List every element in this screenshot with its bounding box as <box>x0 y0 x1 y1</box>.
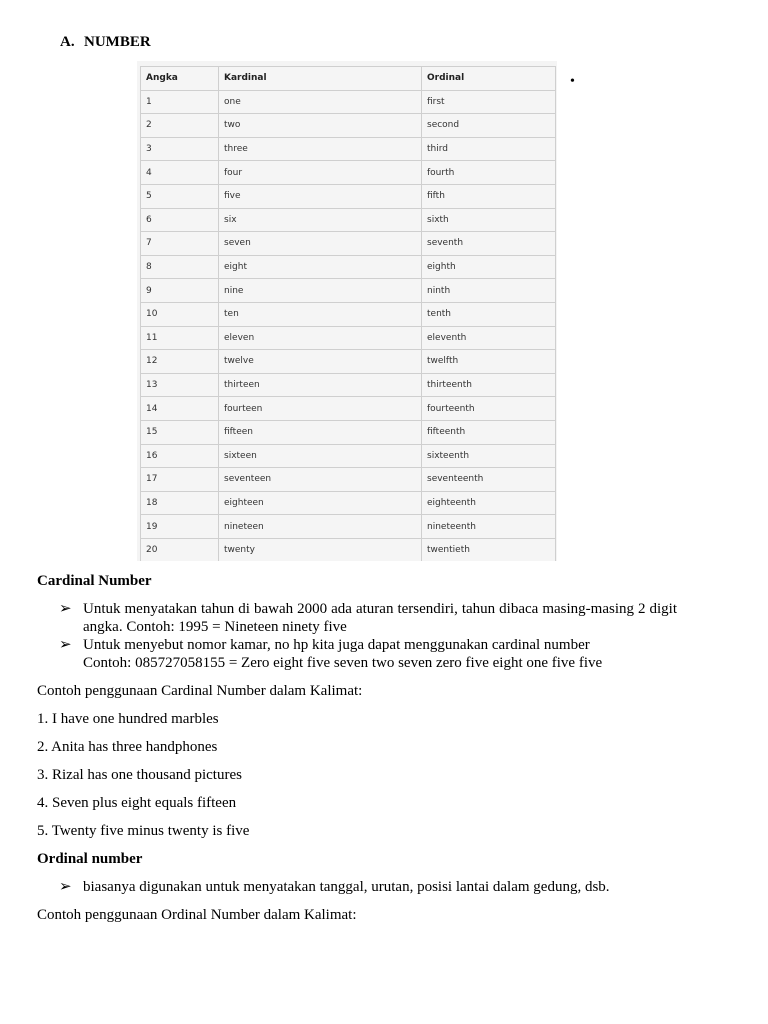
cardinal-examples-intro: Contoh penggunaan Cardinal Number dalam Kalimat: <box>37 683 363 699</box>
cell-angka: 2 <box>141 114 219 138</box>
cell-kardinal: four <box>219 161 422 185</box>
table-row <box>141 468 556 492</box>
cell-ordinal: ninth <box>422 279 556 303</box>
cell-angka: 17 <box>141 468 219 492</box>
cell-kardinal: two <box>219 114 422 138</box>
cardinal-example-1: 1. I have one hundred marbles <box>37 711 219 727</box>
cell-ordinal: twelfth <box>422 350 556 374</box>
bullet-text: Untuk menyebut nomor kamar, no hp kita juga dapat menggunakan cardinal number <box>83 637 590 653</box>
table-row <box>141 90 556 114</box>
cell-kardinal: sixteen <box>219 444 422 468</box>
arrow-bullet-icon: ➢ <box>59 637 72 653</box>
cell-ordinal: nineteenth <box>422 515 556 539</box>
cell-ordinal: second <box>422 114 556 138</box>
cardinal-example-5: 5. Twenty five minus twenty is five <box>37 823 250 839</box>
table-row <box>141 538 556 561</box>
cell-ordinal: fifteenth <box>422 420 556 444</box>
cardinal-title: Cardinal Number <box>37 573 152 589</box>
cell-angka: 9 <box>141 279 219 303</box>
table-row <box>141 208 556 232</box>
cell-angka: 19 <box>141 515 219 539</box>
cell-ordinal: fourth <box>422 161 556 185</box>
cell-kardinal: eleven <box>219 326 422 350</box>
cell-angka: 16 <box>141 444 219 468</box>
table-row <box>141 161 556 185</box>
table-row <box>141 326 556 350</box>
bullet-text: Untuk menyatakan tahun di bawah 2000 ada aturan tersendiri, tahun dibaca masing-masing 2 digit angka. Contoh: 1995 = Nineteen ninety five <box>83 601 677 635</box>
cell-angka: 12 <box>141 350 219 374</box>
ordinal-bullets <box>37 878 677 896</box>
cell-ordinal: eighth <box>422 255 556 279</box>
ordinal-examples-intro: Contoh penggunaan Ordinal Number dalam Kalimat: <box>37 907 357 923</box>
cell-ordinal: first <box>422 90 556 114</box>
cell-ordinal: seventeenth <box>422 468 556 492</box>
list-item <box>37 878 677 896</box>
number-table-image <box>137 61 557 561</box>
cell-angka: 4 <box>141 161 219 185</box>
cell-kardinal: thirteen <box>219 373 422 397</box>
cell-angka: 3 <box>141 137 219 161</box>
cell-ordinal: twentieth <box>422 538 556 561</box>
cell-kardinal: nineteen <box>219 515 422 539</box>
cell-kardinal: twenty <box>219 538 422 561</box>
stray-bullet-mark: • <box>570 74 575 89</box>
cell-angka: 18 <box>141 491 219 515</box>
cell-ordinal: fifth <box>422 184 556 208</box>
cell-ordinal: seventh <box>422 232 556 256</box>
cardinal-example-3: 3. Rizal has one thousand pictures <box>37 767 242 783</box>
cardinal-bullets <box>37 600 677 672</box>
cell-angka: 11 <box>141 326 219 350</box>
arrow-bullet-icon: ➢ <box>59 879 72 895</box>
cell-kardinal: one <box>219 90 422 114</box>
table-row <box>141 137 556 161</box>
table-row <box>141 114 556 138</box>
table-row <box>141 397 556 421</box>
table-header-row <box>141 67 556 91</box>
list-item <box>37 636 677 672</box>
cell-ordinal: thirteenth <box>422 373 556 397</box>
table-row <box>141 350 556 374</box>
table-row <box>141 302 556 326</box>
cell-kardinal: nine <box>219 279 422 303</box>
cardinal-example-4: 4. Seven plus eight equals fifteen <box>37 795 237 811</box>
cell-kardinal: seven <box>219 232 422 256</box>
cell-ordinal: eleventh <box>422 326 556 350</box>
cell-kardinal: six <box>219 208 422 232</box>
table-row <box>141 279 556 303</box>
cell-kardinal: seventeen <box>219 468 422 492</box>
cell-angka: 20 <box>141 538 219 561</box>
cell-kardinal: five <box>219 184 422 208</box>
cell-ordinal: eighteenth <box>422 491 556 515</box>
section-heading <box>60 34 151 51</box>
cell-angka: 8 <box>141 255 219 279</box>
section-letter: A. <box>60 34 75 50</box>
number-table <box>140 66 556 561</box>
header-ordinal: Ordinal <box>422 67 556 91</box>
header-kardinal: Kardinal <box>219 67 422 91</box>
cell-kardinal: fifteen <box>219 420 422 444</box>
table-row <box>141 491 556 515</box>
ordinal-title: Ordinal number <box>37 851 143 867</box>
arrow-bullet-icon: ➢ <box>59 601 72 617</box>
bullet-text: biasanya digunakan untuk menyatakan tanggal, urutan, posisi lantai dalam gedung, dsb. <box>83 879 610 895</box>
cell-kardinal: twelve <box>219 350 422 374</box>
table-row <box>141 420 556 444</box>
section-title: NUMBER <box>84 34 151 50</box>
table-row <box>141 444 556 468</box>
cell-kardinal: ten <box>219 302 422 326</box>
cell-kardinal: three <box>219 137 422 161</box>
table-row <box>141 255 556 279</box>
cell-kardinal: eighteen <box>219 491 422 515</box>
table-row <box>141 515 556 539</box>
cell-angka: 1 <box>141 90 219 114</box>
cell-angka: 6 <box>141 208 219 232</box>
cell-ordinal: sixteenth <box>422 444 556 468</box>
cell-ordinal: fourteenth <box>422 397 556 421</box>
cell-angka: 7 <box>141 232 219 256</box>
cell-angka: 5 <box>141 184 219 208</box>
cell-kardinal: fourteen <box>219 397 422 421</box>
header-angka: Angka <box>141 67 219 91</box>
cardinal-example-2: 2. Anita has three handphones <box>37 739 218 755</box>
cell-kardinal: eight <box>219 255 422 279</box>
cell-ordinal: third <box>422 137 556 161</box>
table-row <box>141 232 556 256</box>
main-text <box>37 570 677 934</box>
cell-angka: 13 <box>141 373 219 397</box>
cell-ordinal: sixth <box>422 208 556 232</box>
table-row <box>141 184 556 208</box>
bullet-example: Contoh: 085727058155 = Zero eight five seven two seven zero five eight one five five <box>83 655 603 671</box>
table-row <box>141 373 556 397</box>
cell-ordinal: tenth <box>422 302 556 326</box>
cell-angka: 14 <box>141 397 219 421</box>
table-body <box>141 90 556 561</box>
cell-angka: 15 <box>141 420 219 444</box>
cell-angka: 10 <box>141 302 219 326</box>
list-item <box>37 600 677 636</box>
